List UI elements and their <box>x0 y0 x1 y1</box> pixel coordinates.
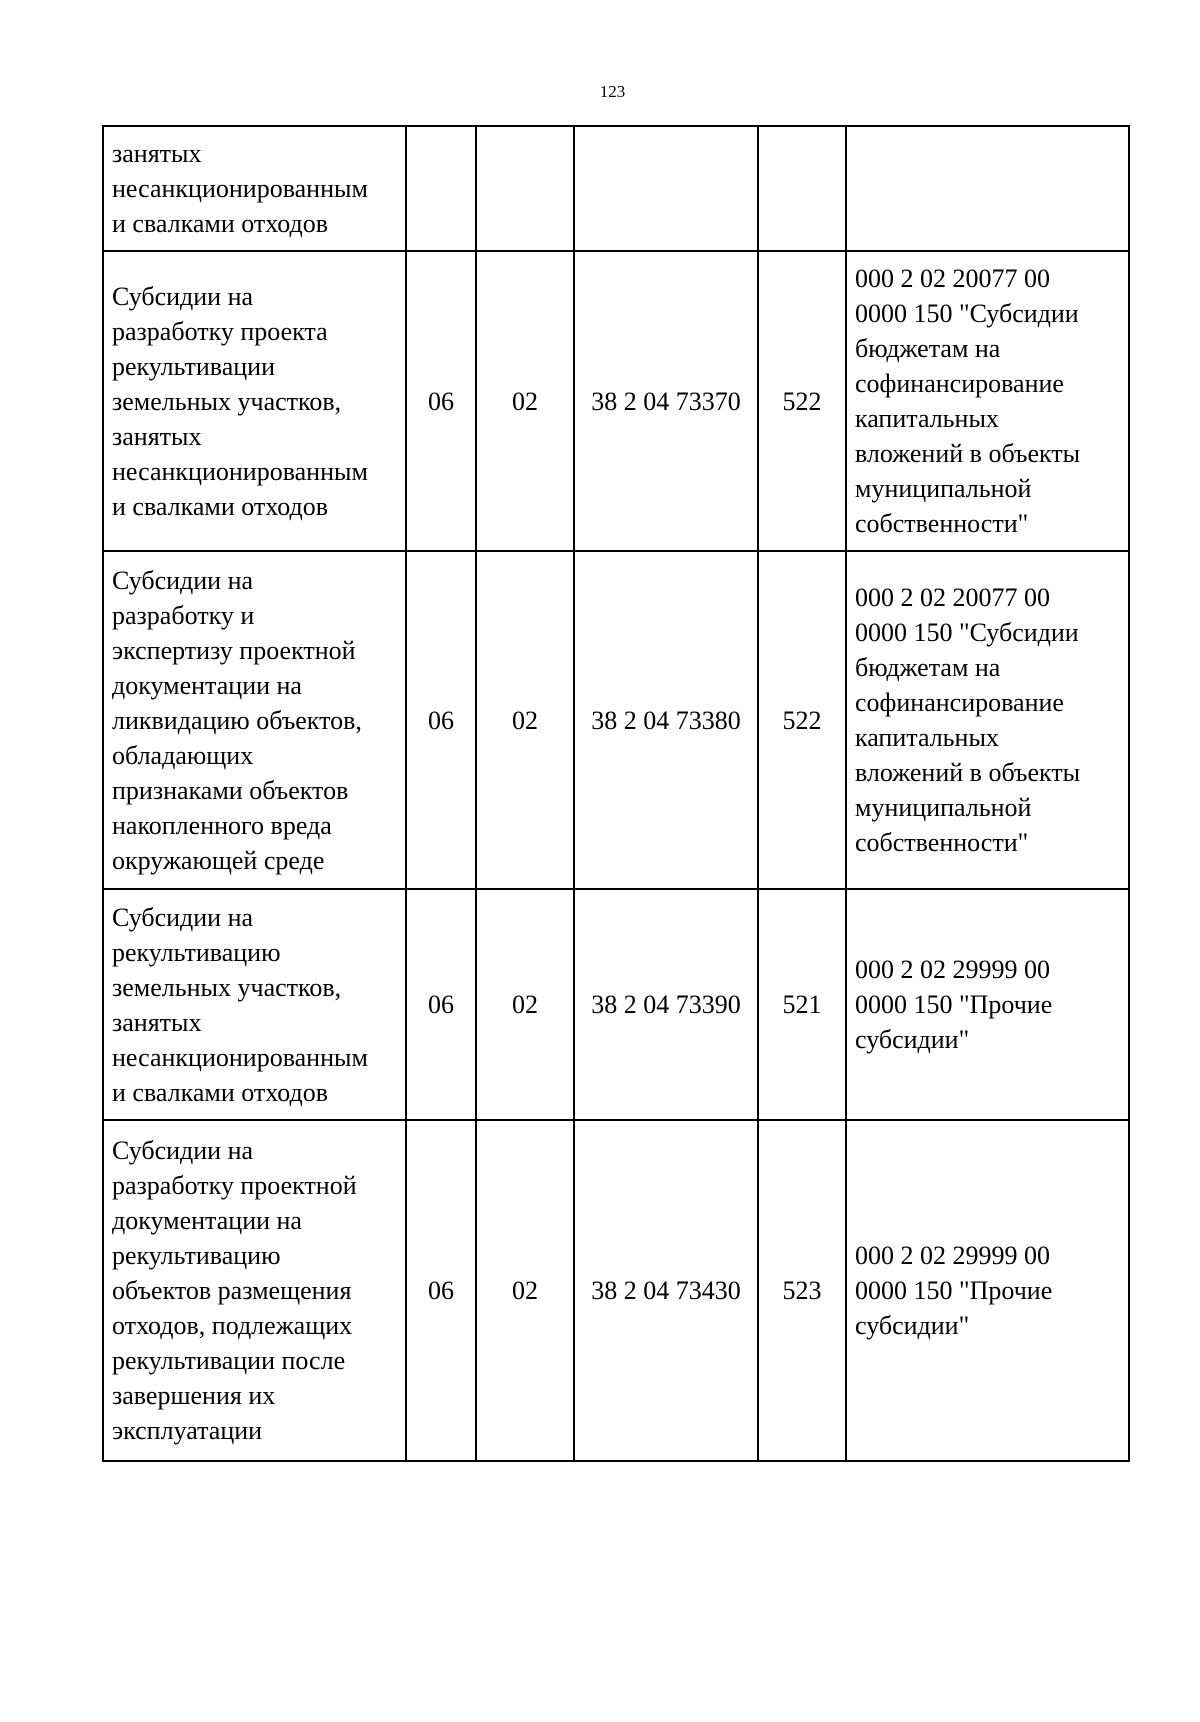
cell-expense-type: 522 <box>758 551 846 889</box>
cell-line: субсидии" <box>855 1311 970 1340</box>
cell-line: рекультивации <box>112 351 275 381</box>
cell-revenue-code <box>846 551 1129 889</box>
cell-line: ликвидацию объектов, <box>112 705 362 735</box>
cell-line: софинансирование <box>855 688 1064 717</box>
cell-line: Субсидии на <box>112 902 254 932</box>
budget-table <box>102 125 1130 1462</box>
cell-line: Субсидии на <box>112 1136 254 1165</box>
cell-revenue-code <box>846 126 1129 251</box>
cell-line: экспертизу проектной <box>112 635 356 665</box>
cell-expense-type: 521 <box>758 889 846 1120</box>
cell-line: разработку проекта <box>112 316 328 346</box>
cell-line: субсидии" <box>855 1025 970 1054</box>
cell-expense-type: 522 <box>758 251 846 551</box>
cell-line: накопленного вреда <box>112 810 332 840</box>
cell-line: бюджетам на <box>855 334 1001 363</box>
cell-line: эксплуатации <box>112 1416 263 1445</box>
cell-target-article: 38 2 04 73430 <box>574 1120 758 1461</box>
cell-line: муниципальной <box>855 793 1032 822</box>
cell-line: рекультивации после <box>112 1346 346 1375</box>
cell-line: вложений в объекты <box>855 439 1081 468</box>
cell-section <box>406 126 476 251</box>
cell-line: окружающей среде <box>112 845 325 875</box>
cell-line: и свалками отходов <box>112 491 329 521</box>
cell-line: муниципальной <box>855 474 1032 503</box>
cell-purpose <box>103 1120 406 1461</box>
cell-line: земельных участков, <box>112 972 342 1002</box>
cell-line: отходов, подлежащих <box>112 1311 353 1340</box>
cell-line: Субсидии на <box>112 565 254 595</box>
cell-purpose <box>103 126 406 251</box>
cell-line: несанкционированным <box>112 456 368 486</box>
cell-line: несанкционированным <box>112 1042 368 1072</box>
cell-line: вложений в объекты <box>855 758 1081 787</box>
cell-line: земельных участков, <box>112 386 342 416</box>
cell-line: обладающих <box>112 740 254 770</box>
cell-purpose <box>103 551 406 889</box>
cell-line: 0000 150 "Субсидии <box>855 299 1079 328</box>
table-row <box>103 251 1129 551</box>
cell-target-article: 38 2 04 73380 <box>574 551 758 889</box>
cell-line: бюджетам на <box>855 653 1001 682</box>
cell-section: 06 <box>406 251 476 551</box>
cell-subsection: 02 <box>476 889 574 1120</box>
cell-purpose <box>103 889 406 1120</box>
cell-line: признаками объектов <box>112 775 349 805</box>
cell-section: 06 <box>406 1120 476 1461</box>
cell-section: 06 <box>406 889 476 1120</box>
cell-subsection <box>476 126 574 251</box>
table-row <box>103 1120 1129 1461</box>
cell-line: разработку проектной <box>112 1171 357 1200</box>
cell-purpose <box>103 251 406 551</box>
cell-target-article: 38 2 04 73390 <box>574 889 758 1120</box>
cell-line: несанкционированным <box>112 174 368 203</box>
cell-line: занятых <box>112 421 202 451</box>
cell-line: собственности" <box>855 509 1029 538</box>
cell-line: 000 2 02 20077 00 <box>855 264 1050 293</box>
cell-expense-type: 523 <box>758 1120 846 1461</box>
cell-revenue-code <box>846 889 1129 1120</box>
page-number: 123 <box>599 82 626 101</box>
cell-line: занятых <box>112 1007 202 1037</box>
cell-line: 000 2 02 20077 00 <box>855 583 1050 612</box>
cell-subsection: 02 <box>476 251 574 551</box>
cell-line: 000 2 02 29999 00 <box>855 1241 1050 1270</box>
table-row <box>103 889 1129 1120</box>
cell-line: 0000 150 "Прочие <box>855 1276 1053 1305</box>
table-row <box>103 551 1129 889</box>
cell-section: 06 <box>406 551 476 889</box>
cell-revenue-code <box>846 251 1129 551</box>
cell-line: разработку и <box>112 600 255 630</box>
cell-target-article <box>574 126 758 251</box>
cell-target-article: 38 2 04 73370 <box>574 251 758 551</box>
cell-line: 0000 150 "Прочие <box>855 990 1053 1019</box>
cell-line: 0000 150 "Субсидии <box>855 618 1079 647</box>
cell-line: документации на <box>112 1206 302 1235</box>
cell-line: документации на <box>112 670 302 700</box>
cell-line: занятых <box>112 139 202 168</box>
cell-line: объектов размещения <box>112 1276 352 1305</box>
table-row <box>103 126 1129 251</box>
cell-line: капитальных <box>855 404 999 433</box>
budget-table-body <box>103 126 1129 1461</box>
cell-line: капитальных <box>855 723 999 752</box>
cell-line: рекультивацию <box>112 937 281 967</box>
cell-line: собственности" <box>855 828 1029 857</box>
cell-line: Субсидии на <box>112 281 254 311</box>
cell-line: завершения их <box>112 1381 276 1410</box>
cell-subsection: 02 <box>476 1120 574 1461</box>
cell-revenue-code <box>846 1120 1129 1461</box>
cell-line: 000 2 02 29999 00 <box>855 955 1050 984</box>
cell-expense-type <box>758 126 846 251</box>
cell-line: рекультивацию <box>112 1241 281 1270</box>
cell-line: и свалками отходов <box>112 209 329 238</box>
cell-line: и свалками отходов <box>112 1077 329 1107</box>
cell-subsection: 02 <box>476 551 574 889</box>
cell-line: софинансирование <box>855 369 1064 398</box>
